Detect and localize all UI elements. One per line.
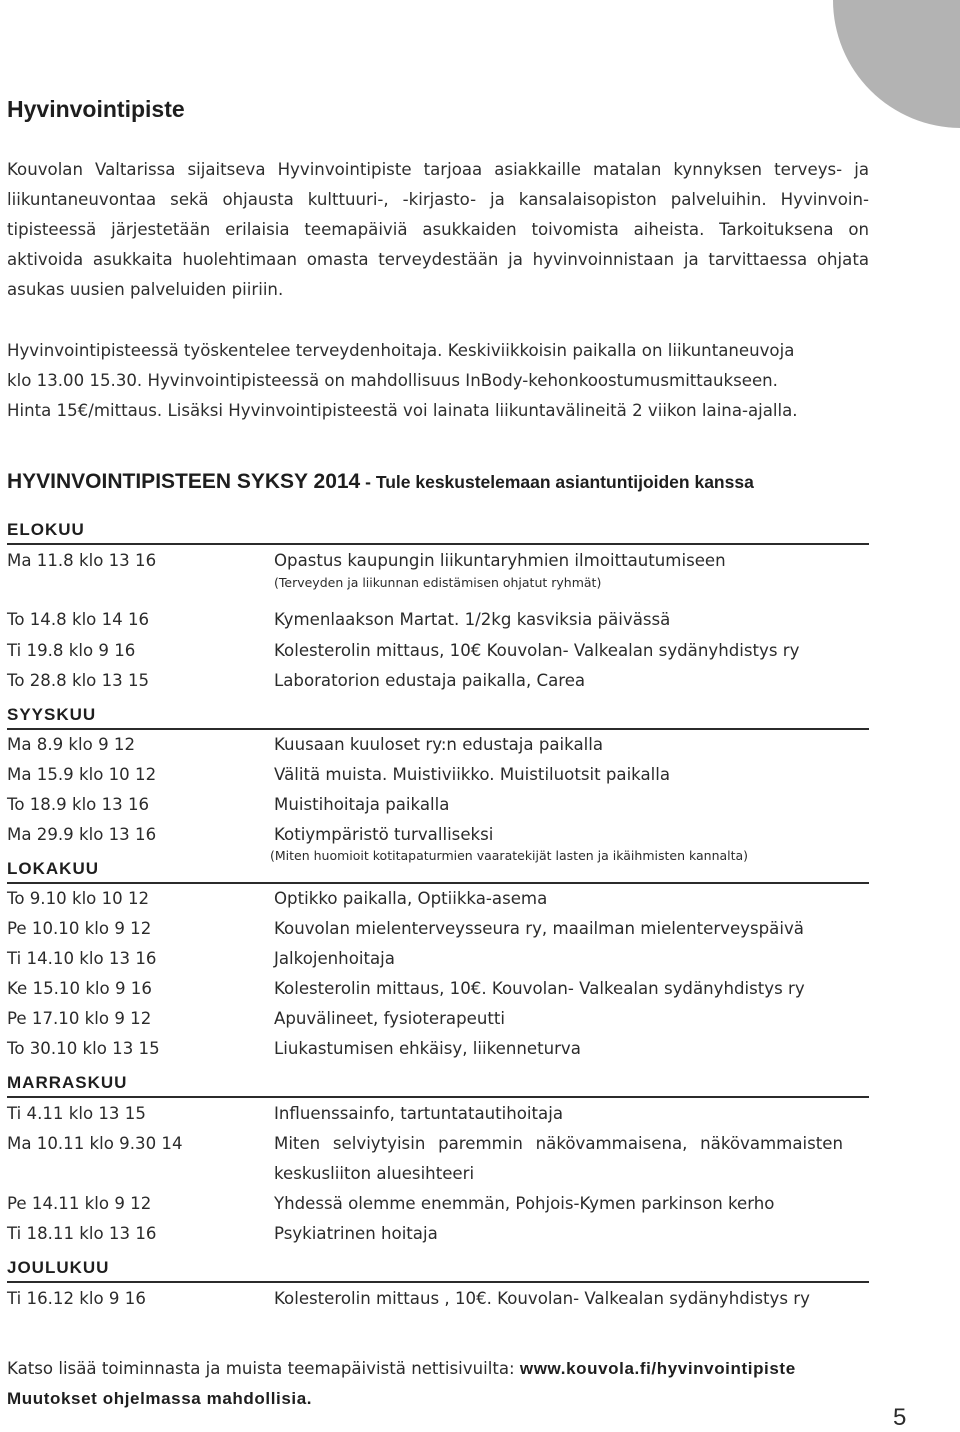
event-description: Muistihoitaja paikalla: [274, 795, 450, 814]
page-title: Hyvinvointipiste: [7, 96, 185, 122]
event-date: Pe 14.11 klo 9 12: [7, 1194, 152, 1213]
event-description: Välitä muista. Muistiviikko. Muistiluotsit paikalla: [274, 765, 671, 784]
event-date: Pe 17.10 klo 9 12: [7, 1009, 152, 1028]
event-description: Kouvolan mielenterveysseura ry, maailman mielenterveyspäivä: [274, 919, 804, 938]
program-title: HYVINVOINTIPISTEEN SYKSY 2014: [7, 470, 361, 493]
event-date: Ma 11.8 klo 13 16: [7, 551, 157, 570]
event-date: Ti 14.10 klo 13 16: [7, 949, 157, 968]
month-heading-joulukuu: JOULUKUU: [7, 1257, 869, 1283]
event-note: (Terveyden ja liikunnan edistämisen ohjatut ryhmät): [274, 575, 602, 590]
info-line: Hinta 15€/mittaus. Lisäksi Hyvinvointipisteestä voi lainata liikuntavälineitä 2 viikon laina-ajalla.: [7, 401, 798, 420]
event-description: Jalkojenhoitaja: [274, 949, 395, 968]
event-description: Opastus kaupungin liikuntaryhmien ilmoittautumiseen: [274, 551, 726, 570]
footer-text: Katso lisää toiminnasta ja muista teemapäivistä nettisivuilta:: [7, 1359, 520, 1378]
event-date: Ma 29.9 klo 13 16: [7, 825, 157, 844]
info-line: klo 13.00 15.30. Hyvinvointipisteessä on mahdollisuus InBody-kehonkoostumusmittaukseen.: [7, 371, 778, 390]
info-paragraph: [7, 336, 798, 426]
event-description: Kuusaan kuuloset ry:n edustaja paikalla: [274, 735, 604, 754]
event-description: Optikko paikalla, Optiikka-asema: [274, 889, 548, 908]
event-date: Ti 4.11 klo 13 15: [7, 1104, 146, 1123]
month-heading-elokuu: ELOKUU: [7, 519, 869, 545]
event-description: Psykiatrinen hoitaja: [274, 1224, 438, 1243]
event-date: To 9.10 klo 10 12: [7, 889, 150, 908]
intro-line: liikuntaneuvontaa sekä ohjausta kulttuuri-, -kirjasto- ja kansalaisopiston palveluihin. Hyvinvoin-: [7, 190, 869, 209]
intro-line: aktivoida asukkaita huolehtimaan omasta terveydestään ja hyvinvoinnistaan ja tarvittaessa ohjata: [7, 250, 869, 269]
event-date: Ti 16.12 klo 9 16: [7, 1289, 146, 1308]
intro-paragraph: [7, 155, 869, 305]
event-date: To 14.8 klo 14 16: [7, 610, 150, 629]
event-date: Ma 10.11 klo 9.30 14: [7, 1134, 183, 1153]
month-heading-marraskuu: MARRASKUU: [7, 1072, 869, 1098]
event-description: Kymenlaakson Martat. 1/2kg kasviksia päivässä: [274, 610, 671, 629]
footer-more-info: [7, 1358, 796, 1380]
event-description: Kolesterolin mittaus, 10€ Kouvolan- Valkealan sydänyhdistys ry: [274, 641, 800, 660]
website-link[interactable]: www.kouvola.fi/hyvinvointipiste: [519, 1359, 796, 1378]
event-date: To 18.9 klo 13 16: [7, 795, 150, 814]
intro-line: asukas uusien palveluiden piiriin.: [7, 280, 284, 299]
event-date: Ma 15.9 klo 10 12: [7, 765, 157, 784]
event-description: Kotiympäristö turvalliseksi: [274, 825, 494, 844]
event-description: Liukastumisen ehkäisy, liikenneturva: [274, 1039, 581, 1058]
event-description: Kolesterolin mittaus, 10€. Kouvolan- Valkealan sydänyhdistys ry: [274, 979, 805, 998]
event-description: Yhdessä olemme enemmän, Pohjois-Kymen parkinson kerho: [274, 1194, 775, 1213]
event-date: To 30.10 klo 13 15: [7, 1039, 160, 1058]
program-heading: [7, 470, 754, 494]
month-heading-syyskuu: SYYSKUU: [7, 704, 869, 730]
event-date: To 28.8 klo 13 15: [7, 671, 150, 690]
page-number: 5: [893, 1404, 907, 1431]
program-subtitle: Tule keskustelemaan asiantuntijoiden kanssa: [375, 472, 754, 492]
info-line: Hyvinvointipisteessä työskentelee terveydenhoitaja. Keskiviikkoisin paikalla on liikuntaneuvoja: [7, 341, 795, 360]
event-date: Ti 18.11 klo 13 16: [7, 1224, 157, 1243]
event-description: Miten selviytyisin paremmin näkövammaisena, näkövammaisten: [274, 1134, 843, 1153]
event-description: Apuvälineet, fysioterapeutti: [274, 1009, 505, 1028]
event-note: (Miten huomioit kotitapaturmien vaaratekijät lasten ja ikäihmisten kannalta): [270, 848, 749, 863]
event-description: Laboratorion edustaja paikalla, Carea: [274, 671, 586, 690]
event-description-continued: keskusliiton aluesihteeri: [274, 1164, 475, 1183]
month-heading-lokakuu: LOKAKUU: [7, 858, 869, 884]
event-date: Ke 15.10 klo 9 16: [7, 979, 152, 998]
footer-changes-note: Muutokset ohjelmassa mahdollisia.: [7, 1389, 313, 1408]
event-description: Kolesterolin mittaus , 10€. Kouvolan- Valkealan sydänyhdistys ry: [274, 1289, 810, 1308]
event-date: Pe 10.10 klo 9 12: [7, 919, 152, 938]
event-date: Ti 19.8 klo 9 16: [7, 641, 136, 660]
event-date: Ma 8.9 klo 9 12: [7, 735, 136, 754]
intro-line: tipisteessä järjestetään erilaisia teemapäiviä asukkaiden toivomista aiheista. Tarkoituksena on: [7, 220, 869, 239]
event-description: Influenssainfo, tartuntatautihoitaja: [274, 1104, 563, 1123]
program-separator: -: [360, 472, 376, 492]
intro-line: Kouvolan Valtarissa sijaitseva Hyvinvointipiste tarjoaa asiakkaille matalan kynnyksen terveys- ja: [7, 160, 869, 179]
corner-decoration: [833, 0, 960, 128]
